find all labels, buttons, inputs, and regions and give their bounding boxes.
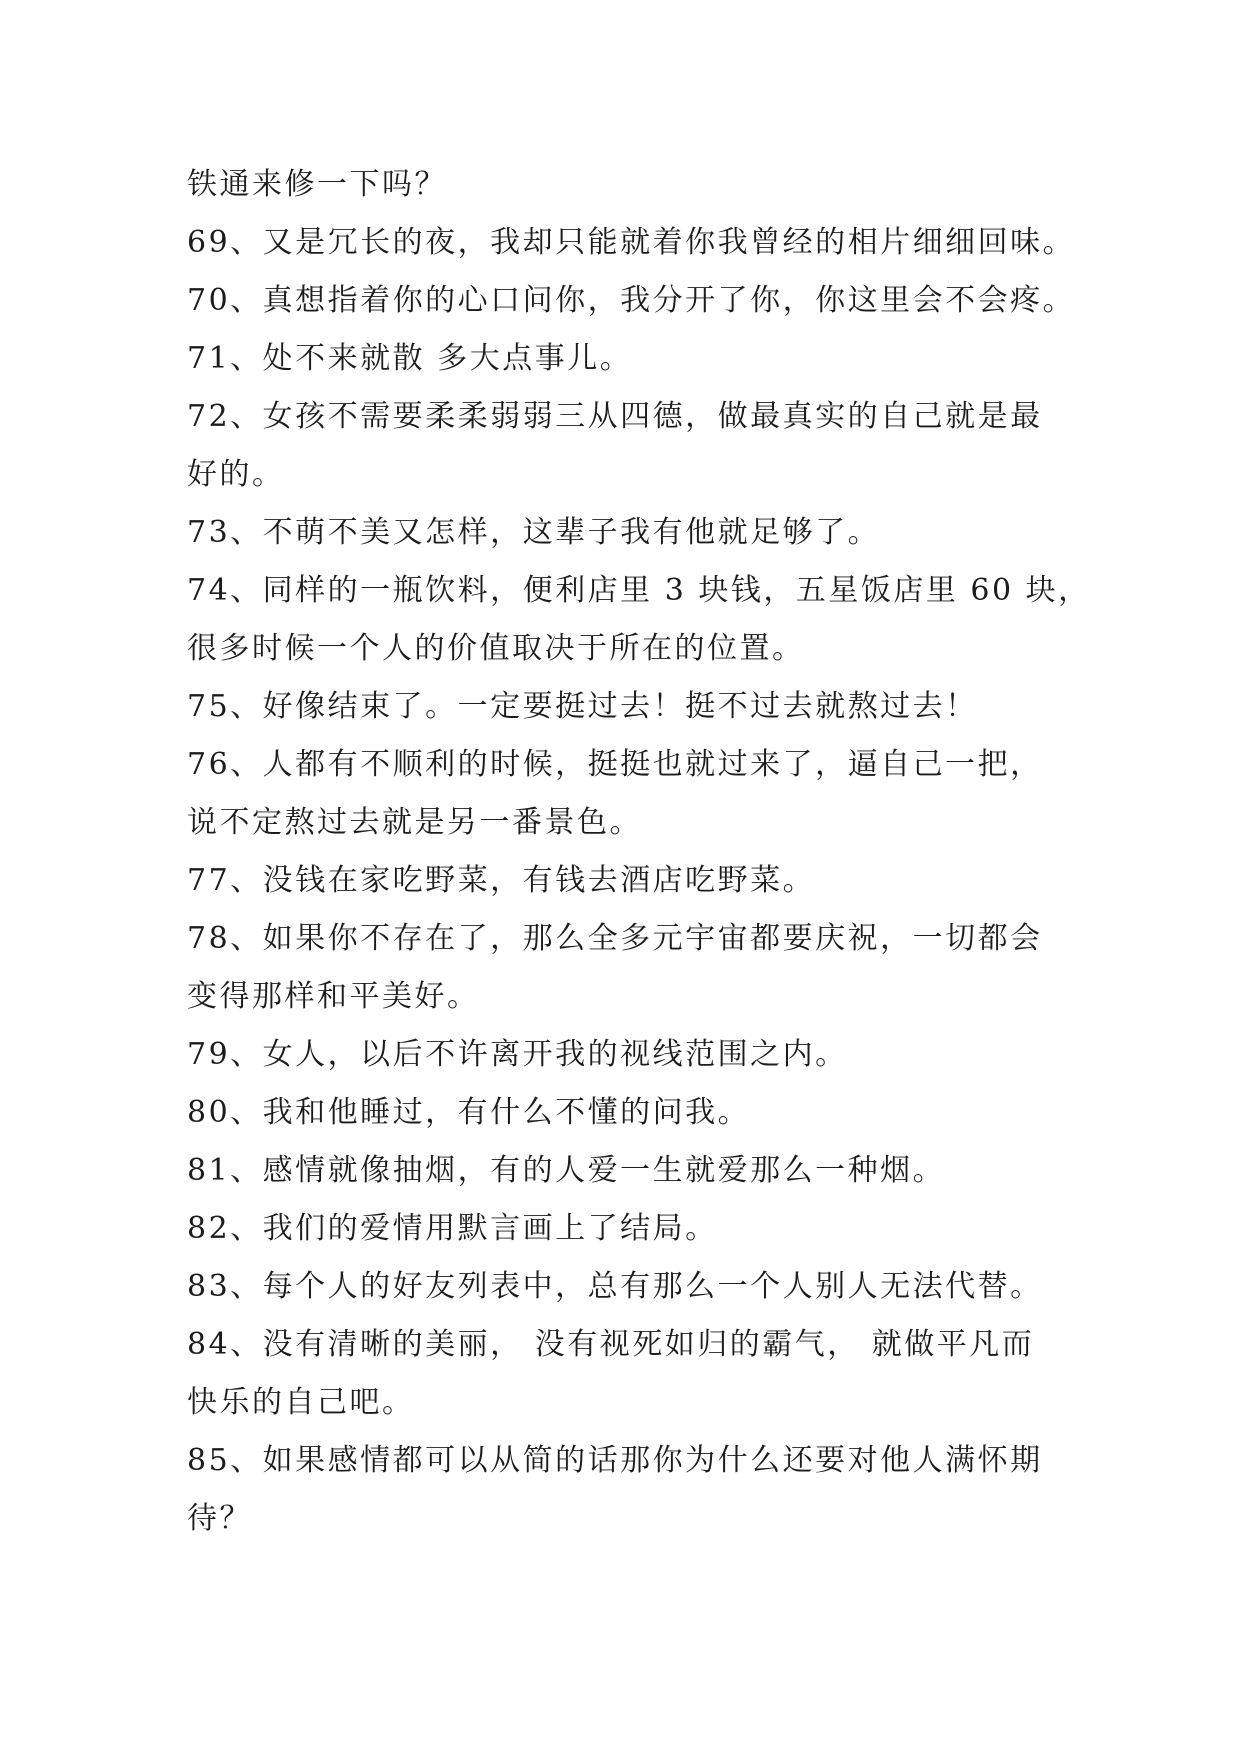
text-line: 84、没有清晰的美丽， 没有视死如归的霸气， 就做平凡而 <box>187 1327 1035 1362</box>
text-line: 72、女孩不需要柔柔弱弱三从四德，做最真实的自己就是最 <box>187 399 1043 434</box>
text-line: 好的。 <box>187 457 285 492</box>
text-line: 74、同样的一瓶饮料，便利店里 3 块钱，五星饭店里 60 块， <box>187 573 1091 608</box>
text-line: 83、每个人的好友列表中，总有那么一个人别人无法代替。 <box>187 1269 1043 1304</box>
text-line: 铁通来修一下吗？ <box>187 167 447 202</box>
text-line: 79、女人，以后不许离开我的视线范围之内。 <box>187 1037 848 1072</box>
text-line: 待？ <box>187 1501 252 1536</box>
text-line: 69、又是冗长的夜，我却只能就着你我曾经的相片细细回味。 <box>187 225 1076 260</box>
text-line: 73、不萌不美又怎样，这辈子我有他就足够了。 <box>187 515 881 550</box>
text-line: 变得那样和平美好。 <box>187 979 480 1014</box>
text-line: 85、如果感情都可以从简的话那你为什么还要对他人满怀期 <box>187 1443 1043 1478</box>
text-line: 82、我们的爱情用默言画上了结局。 <box>187 1211 718 1246</box>
text-line: 75、好像结束了。一定要挺过去！挺不过去就熬过去！ <box>187 689 978 724</box>
text-line: 70、真想指着你的心口问你，我分开了你，你这里会不会疼。 <box>187 283 1076 318</box>
text-line: 80、我和他睡过，有什么不懂的问我。 <box>187 1095 751 1130</box>
text-line: 76、人都有不顺利的时候，挺挺也就过来了，逼自己一把， <box>187 747 1043 782</box>
text-line: 很多时候一个人的价值取决于所在的位置。 <box>187 631 805 666</box>
text-line: 78、如果你不存在了，那么全多元宇宙都要庆祝，一切都会 <box>187 921 1043 956</box>
document-body <box>187 156 1091 1548</box>
text-line: 71、处不来就散 多大点事儿。 <box>187 341 633 376</box>
text-line: 说不定熬过去就是另一番景色。 <box>187 805 642 840</box>
text-line: 81、感情就像抽烟，有的人爱一生就爱那么一种烟。 <box>187 1153 946 1188</box>
text-line: 快乐的自己吧。 <box>187 1385 415 1420</box>
text-line: 77、没钱在家吃野菜，有钱去酒店吃野菜。 <box>187 863 816 898</box>
